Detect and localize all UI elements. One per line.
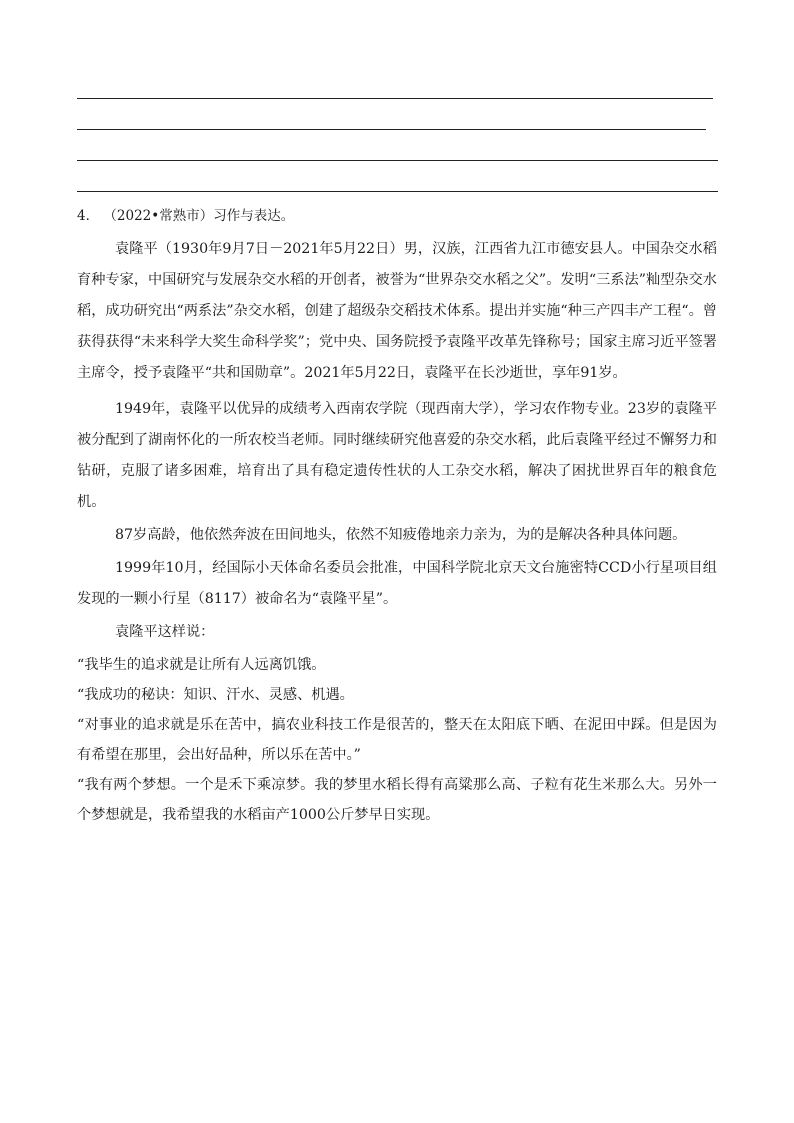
paragraph-age: 87岁高龄，他依然奔波在田间地头，依然不知疲倦地亲力亲为，为的是解决各种具体问题。: [115, 527, 687, 543]
answer-line-1: [77, 98, 713, 99]
quote-4: “我有两个梦想。一个是禾下乘凉梦。我的梦里水稻长得有高粱那么高、子粒有花生米那么大。另外一个梦想就是，我希望我的水稻亩产1000公斤梦早日实现。: [77, 777, 717, 823]
quote-2: “我成功的秘诀：知识、汗水、灵感、机遇。: [77, 687, 354, 703]
quote-1: “我毕生的追求就是让所有人远离饥饿。: [77, 657, 326, 673]
paragraph-quote-intro: 袁隆平这样说：: [115, 624, 215, 640]
answer-line-2: [77, 129, 706, 130]
question-number: 4．: [77, 208, 100, 224]
paragraph-career: 1949年，袁隆平以优异的成绩考入西南农学院（现西南大学），学习农作物专业。23岁的袁隆平被分配到了湖南怀化的一所农校当老师。同时继续研究他喜爱的杂交水稻，此后袁隆平经过不懈努力和钻研，克服了诸多困难，培育出了具有稳定遗传性状的人工杂交水稻，解决了困扰世界百年的粮食危机。: [77, 401, 717, 510]
answer-line-4: [77, 191, 718, 192]
paragraph-biography: 袁隆平（1930年9月7日－2021年5月22日）男，汉族，江西省九江市德安县人。中国杂交水稻育种专家，中国研究与发展杂交水稻的开创者，被誉为“世界杂交水稻之父”。发明“三系法”籼型杂交水稻，成功研究出“两系法”杂交水稻，创建了超级杂交稻技术体系。提出并实施“种三产四丰产工程“。曾获得获得“未来科学大奖生命科学奖”；党中央、国务院授予袁隆平改革先锋称号；国家主席习近平签署主席令，授予袁隆平“共和国勋章”。2021年5月22日，袁隆平在长沙逝世，享年91岁。: [77, 241, 717, 381]
paragraph-asteroid: 1999年10月，经国际小天体命名委员会批准，中国科学院北京天文台施密特CCD小行星项目组发现的一颗小行星（8117）被命名为“袁隆平星”。: [77, 560, 717, 607]
question-content: [77, 203, 717, 830]
answer-line-3: [77, 160, 718, 161]
question-header: [77, 203, 717, 229]
quote-3: “对事业的追求就是乐在苦中，搞农业科技工作是很苦的，整天在太阳底下晒、在泥田中踩。但是因为有希望在那里，会出好品种，所以乐在苦中。”: [77, 717, 717, 763]
question-source: （2022•常熟市）习作与表达。: [103, 208, 295, 224]
